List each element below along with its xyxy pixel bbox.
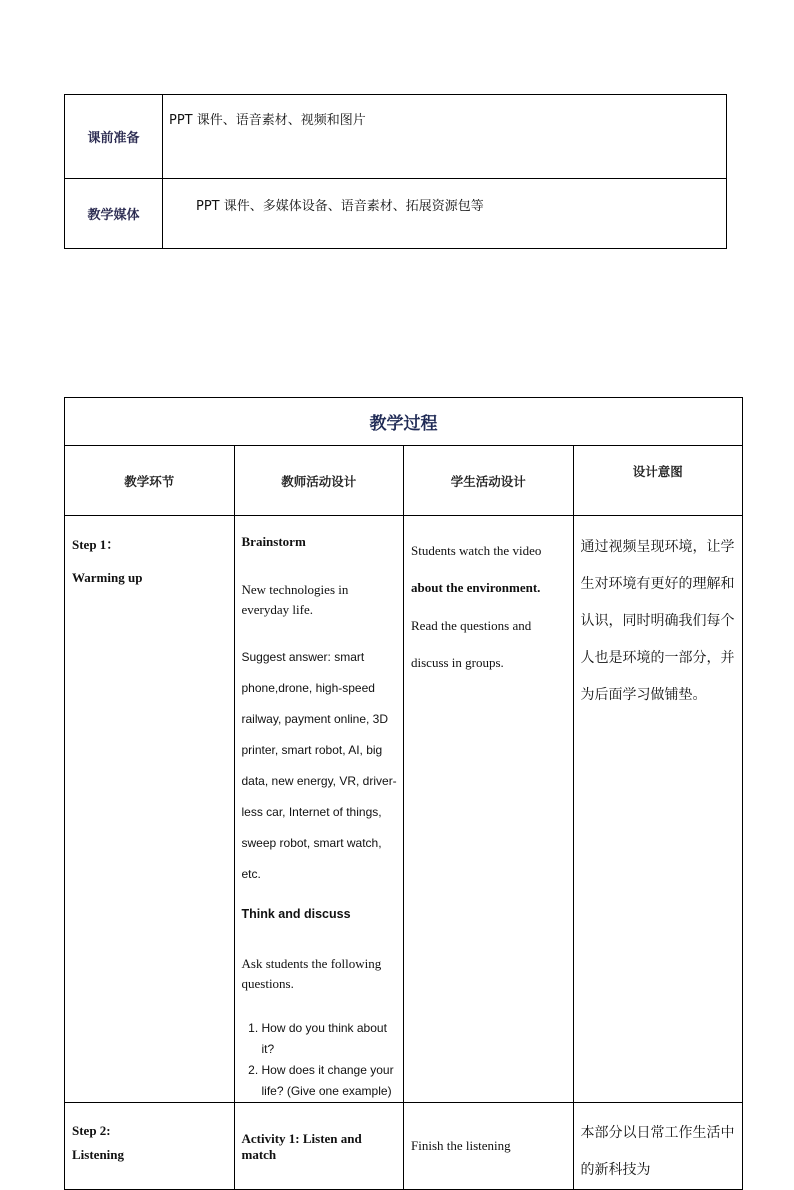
- step1-ask: Ask students the following questions.: [241, 956, 382, 991]
- step1-sublabel: Warming up: [72, 570, 143, 585]
- step2-heading: Activity 1: Listen and match: [234, 1103, 404, 1190]
- step1-student-activity: [404, 516, 574, 1103]
- prep-content-materials: PPT 课件、语音素材、视频和图片: [163, 95, 727, 179]
- step1-suggest: Suggest answer: smart phone,drone, high-speed railway, payment online, 3D printer, smart robot, AI, big data, new energy, VR, driver-less car, Internet of things, sweep robot, smart watch, etc.: [241, 650, 397, 881]
- prep-content-media: PPT 课件、多媒体设备、语音素材、拓展资源包等: [163, 179, 727, 249]
- list-item: 1. How do you think about it?: [262, 1018, 398, 1060]
- step1-stage: [65, 516, 235, 1103]
- step1-heading: Brainstorm: [241, 534, 306, 549]
- header-student-activity: 学生活动设计: [404, 446, 574, 516]
- prep-label-materials: 课前准备: [65, 95, 163, 179]
- step1-label: Step 1：: [72, 537, 120, 552]
- step1-topic: New technologies in everyday life.: [241, 582, 349, 617]
- step1-student-a: Students watch the video: [411, 543, 542, 558]
- step1-subheading: Think and discuss: [241, 907, 351, 921]
- step2-stage: [65, 1103, 235, 1190]
- table-row: [65, 1103, 743, 1190]
- step1-intent: 通过视频呈现环境，让学生对环境有更好的理解和认识，同时明确我们每个人也是环境的一部分，并为后面学习做铺垫。: [573, 516, 743, 1103]
- process-table: [64, 397, 743, 1190]
- step1-teacher-activity: [234, 516, 404, 1103]
- process-title: 教学过程: [65, 398, 743, 446]
- table-row: [65, 516, 743, 1103]
- step2-label: Step 2:: [72, 1123, 111, 1138]
- step1-student-c: Read the questions and discuss in groups.: [411, 617, 532, 670]
- step2-sublabel: Listening: [72, 1147, 125, 1162]
- step1-student-b: about the environment.: [411, 580, 541, 596]
- header-stage: 教学环节: [65, 446, 235, 516]
- step1-question-list: [242, 1018, 398, 1102]
- prep-table: [64, 94, 727, 249]
- step2-student-activity: Finish the listening: [404, 1103, 574, 1190]
- list-item: 2. How does it change your life? (Give one example): [262, 1060, 398, 1102]
- prep-label-media: 教学媒体: [65, 179, 163, 249]
- header-teacher-activity: 教师活动设计: [234, 446, 404, 516]
- header-design-intent: 设计意图: [573, 446, 743, 516]
- step2-intent: 本部分以日常工作生活中的新科技为: [573, 1103, 743, 1190]
